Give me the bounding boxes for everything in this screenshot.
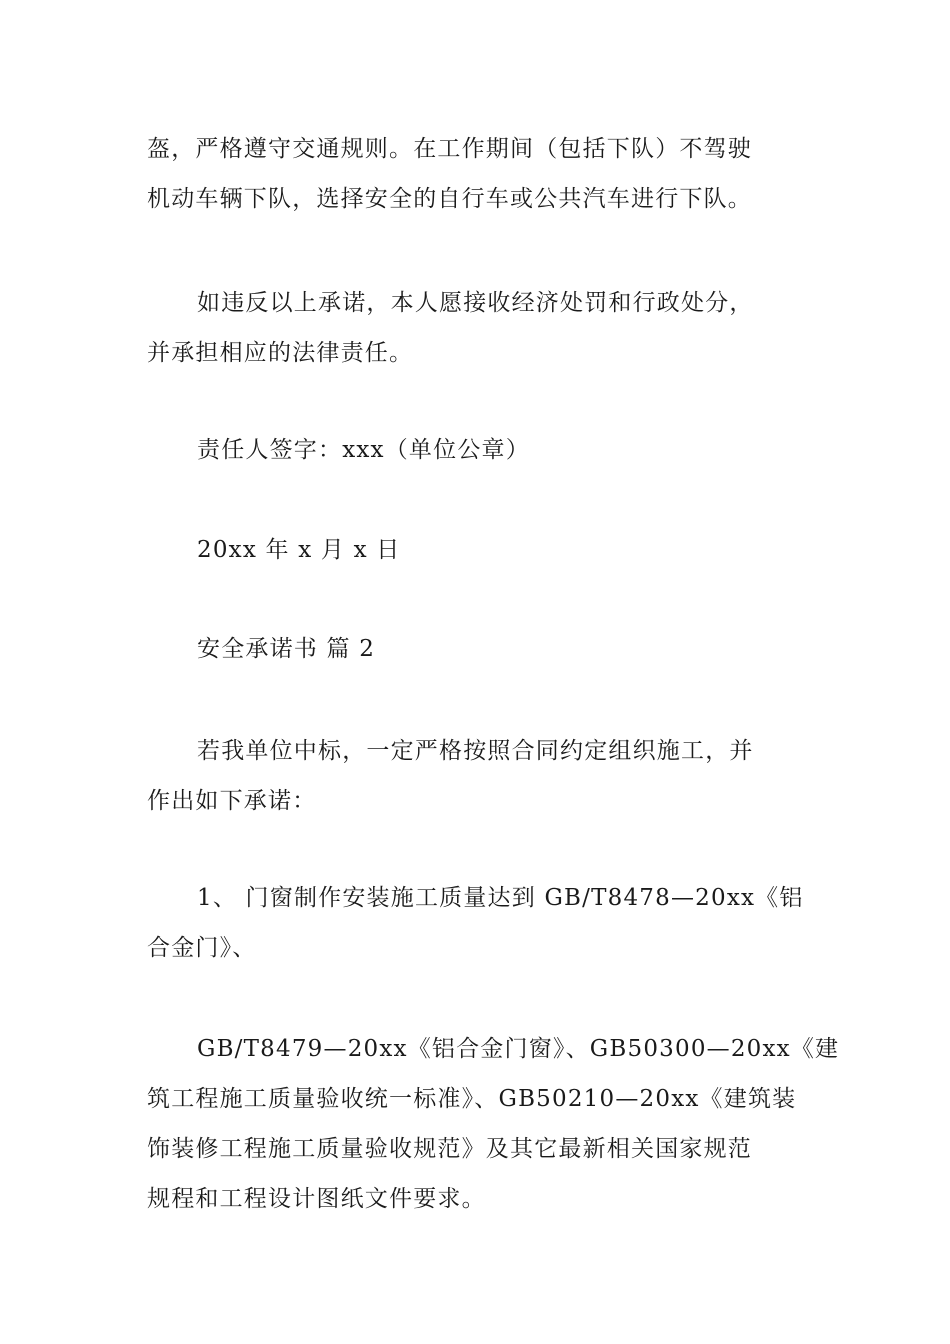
text-line: 合金门》、 (147, 935, 257, 961)
text-line: 盔，严格遵守交通规则。在工作期间（包括下队）不驾驶 (147, 136, 752, 162)
text-line: 如违反以上承诺，本人愿接收经济处罚和行政处分， (197, 290, 754, 316)
paragraph-violation-penalty (147, 278, 807, 378)
text-line: 并承担相应的法律责任。 (147, 340, 414, 366)
section-heading (147, 624, 807, 674)
text-line: 安全承诺书 篇 2 (197, 636, 376, 662)
text-line: 作出如下承诺： (147, 788, 317, 814)
text-line: 责任人签字：xxx（单位公章） (197, 437, 530, 463)
text-line: 1、 门窗制作安装施工质量达到 GB/T8478—20xx《铝 (197, 885, 804, 911)
text-line: GB/T8479—20xx《铝合金门窗》、GB50300—20xx《建 (197, 1036, 840, 1062)
paragraph-item-1 (147, 873, 807, 973)
date-line (147, 525, 807, 575)
paragraph-bid-commitment (147, 726, 807, 826)
text-line: 规程和工程设计图纸文件要求。 (147, 1186, 486, 1212)
text-line: 若我单位中标，一定严格按照合同约定组织施工，并 (197, 738, 754, 764)
text-line: 筑工程施工质量验收统一标准》、GB50210—20xx《建筑装 (147, 1086, 797, 1112)
signature-line (147, 425, 807, 475)
paragraph-standards (147, 1024, 840, 1224)
paragraph-helmet-traffic (147, 124, 807, 224)
text-line: 20xx 年 x 月 x 日 (197, 537, 401, 563)
text-line: 饰装修工程施工质量验收规范》及其它最新相关国家规范 (147, 1136, 752, 1162)
text-line: 机动车辆下队，选择安全的自行车或公共汽车进行下队。 (147, 186, 752, 212)
